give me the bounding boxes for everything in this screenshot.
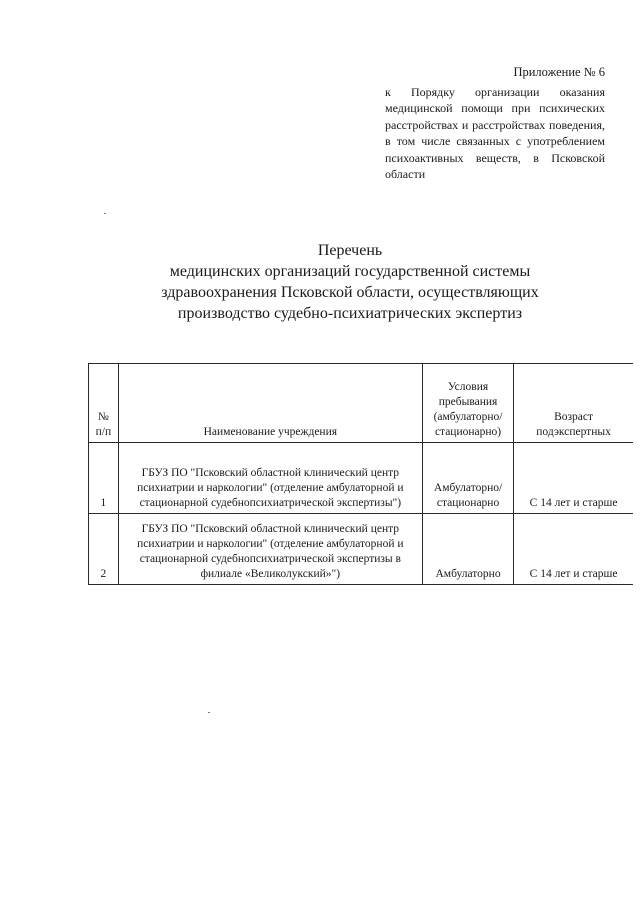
scan-speck [208, 712, 210, 713]
row-age: С 14 лет и старше [514, 514, 633, 585]
row-name: ГБУЗ ПО "Псковский областной клинический центр психиатрии и наркологии" (отделение амбулаторной и стационарной судебнопсихиатрической экспертизы") [118, 443, 422, 514]
appendix-block [385, 64, 605, 183]
title-line-4: производство судебно-психиатрических экспертиз [177, 305, 523, 322]
header-num: № п/п [89, 364, 119, 443]
document-title [110, 240, 590, 324]
header-conditions: Условия пребывания (амбулаторно/ стационарно) [422, 364, 513, 443]
scan-speck [104, 213, 106, 214]
title-line-1: Перечень [317, 242, 383, 259]
row-age: С 14 лет и старше [514, 443, 633, 514]
row-conditions: Амбулаторно/ стационарно [422, 443, 513, 514]
table-row [89, 443, 634, 514]
header-age: Возраст подэкспертных [514, 364, 633, 443]
row-num: 1 [89, 443, 119, 514]
table-row [89, 514, 634, 585]
organizations-table [88, 363, 633, 585]
appendix-body: к Порядку организации оказания медицинской помощи при психических расстройствах и расстройствах поведения, в том числе связанных с употреблением психоактивных веществ, в Псковской области [385, 84, 605, 181]
header-name: Наименование учреждения [118, 364, 422, 443]
title-line-2: медицинских организаций государственной системы [169, 263, 531, 280]
row-name: ГБУЗ ПО "Псковский областной клинический центр психиатрии и наркологии" (отделение амбулаторной и стационарной судебнопсихиатрической экспертизы в филиале «Великолукский»") [118, 514, 422, 585]
table-header-row [89, 364, 634, 443]
appendix-title: Приложение № 6 [513, 65, 605, 79]
title-line-3: здравоохранения Псковской области, осуществляющих [161, 284, 539, 301]
row-num: 2 [89, 514, 119, 585]
row-conditions: Амбулаторно [422, 514, 513, 585]
